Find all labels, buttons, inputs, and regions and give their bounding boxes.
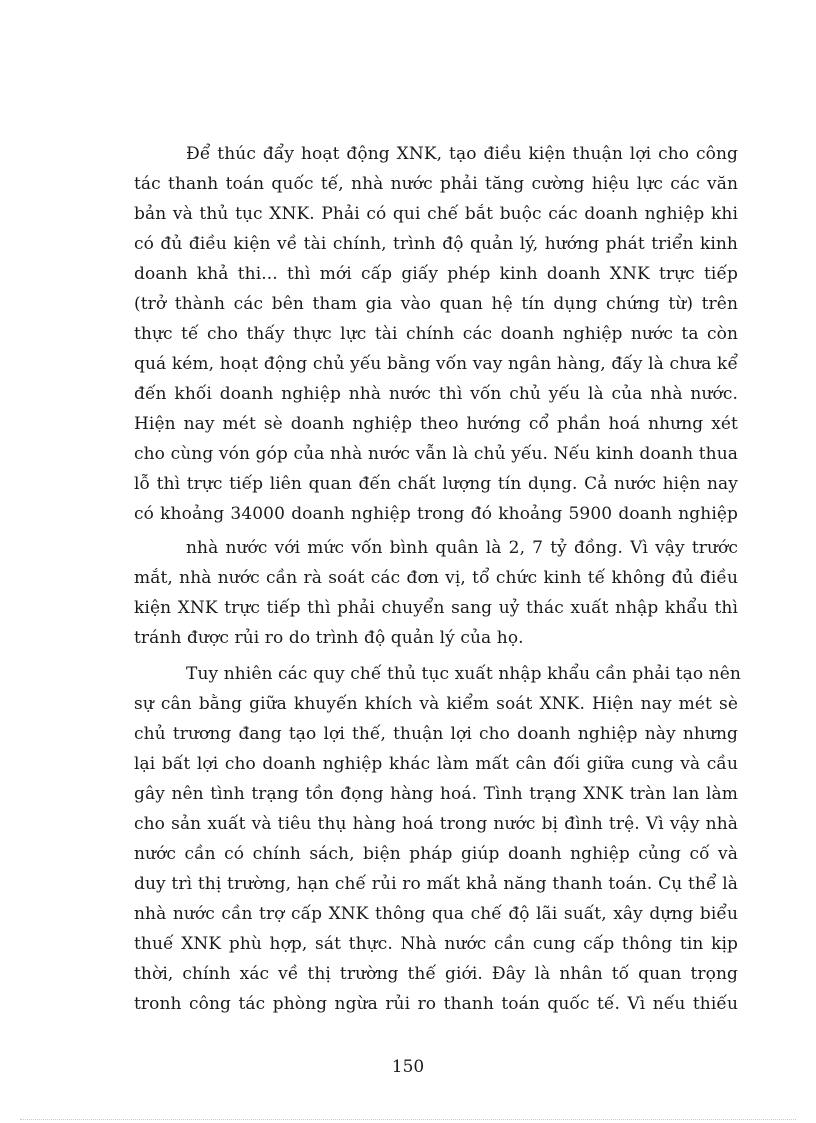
text-line: Để thúc đẩy hoạt động XNK, tạo điều kiện thuận lợi cho công [186, 144, 738, 164]
text-line: có khoảng 34000 doanh nghiệp trong đó khoảng 5900 doanh nghiệp [134, 504, 738, 524]
text-line: Hiện nay mét sè doanh nghiệp theo hướng cổ phần hoá nhưng xét [134, 414, 738, 434]
text-line: cho cùng vón góp của nhà nước vẫn là chủ yếu. Nếu kinh doanh thua [134, 444, 738, 464]
text-line: quá kém, hoạt động chủ yếu bằng vốn vay ngân hàng, đấy là chưa kể [134, 354, 738, 374]
text-line: sự cân bằng giữa khuyến khích và kiểm soát XNK. Hiện nay mét sè [134, 694, 738, 714]
text-line: có đủ điều kiện về tài chính, trình độ quản lý, hướng phát triển kinh [134, 234, 738, 254]
text-line: bản và thủ tục XNK. Phải có qui chế bắt buộc các doanh nghiệp khi [134, 204, 738, 224]
text-line: thuế XNK phù hợp, sát thực. Nhà nước cần cung cấp thông tin kịp [134, 934, 738, 954]
text-line: doanh khả thi... thì mới cấp giấy phép kinh doanh XNK trực tiếp [134, 264, 738, 284]
text-line: chủ trương đang tạo lợi thế, thuận lợi cho doanh nghiệp này nhưng [134, 724, 738, 744]
text-line: nhà nước với mức vốn bình quân là 2, 7 tỷ đồng. Vì vậy trước [186, 538, 738, 558]
text-line: cho sản xuất và tiêu thụ hàng hoá trong nước bị đình trệ. Vì vậy nhà [134, 814, 738, 834]
text-line: lỗ thì trực tiếp liên quan đến chất lượng tín dụng. Cả nước hiện nay [134, 474, 738, 494]
text-line: tránh được rủi ro do trình độ quản lý của họ. [134, 628, 524, 648]
text-line: nước cần có chính sách, biện pháp giúp doanh nghiệp củng cố và [134, 844, 738, 864]
text-line: đến khối doanh nghiệp nhà nước thì vốn chủ yếu là của nhà nước. [134, 384, 738, 404]
text-line: (trở thành các bên tham gia vào quan hệ tín dụng chứng từ) trên [134, 294, 738, 314]
text-line: duy trì thị trường, hạn chế rủi ro mất khả năng thanh toán. Cụ thể là [134, 874, 738, 894]
text-line: thời, chính xác về thị trường thế giới. Đây là nhân tố quan trọng [134, 964, 738, 984]
footer-divider [20, 1119, 796, 1120]
page-number: 150 [391, 1057, 425, 1077]
text-line: mắt, nhà nước cần rà soát các đơn vị, tổ chức kinh tế không đủ điều [134, 568, 738, 588]
text-line: gây nên tình trạng tồn đọng hàng hoá. Tình trạng XNK tràn lan làm [134, 784, 738, 804]
text-line: tác thanh toán quốc tế, nhà nước phải tăng cường hiệu lực các văn [134, 174, 738, 194]
text-line: nhà nước cần trợ cấp XNK thông qua chế độ lãi suất, xây dựng biểu [134, 904, 738, 924]
text-line: Tuy nhiên các quy chế thủ tục xuất nhập khẩu cần phải tạo nên [186, 664, 741, 684]
text-line: lại bất lợi cho doanh nghiệp khác làm mất cân đối giữa cung và cầu [134, 754, 738, 774]
text-line: tronh công tác phòng ngừa rủi ro thanh toán quốc tế. Vì nếu thiếu [134, 994, 738, 1014]
text-line: kiện XNK trực tiếp thì phải chuyển sang uỷ thác xuất nhập khẩu thì [134, 598, 738, 618]
text-line: thực tế cho thấy thực lực tài chính các doanh nghiệp nước ta còn [134, 324, 738, 344]
